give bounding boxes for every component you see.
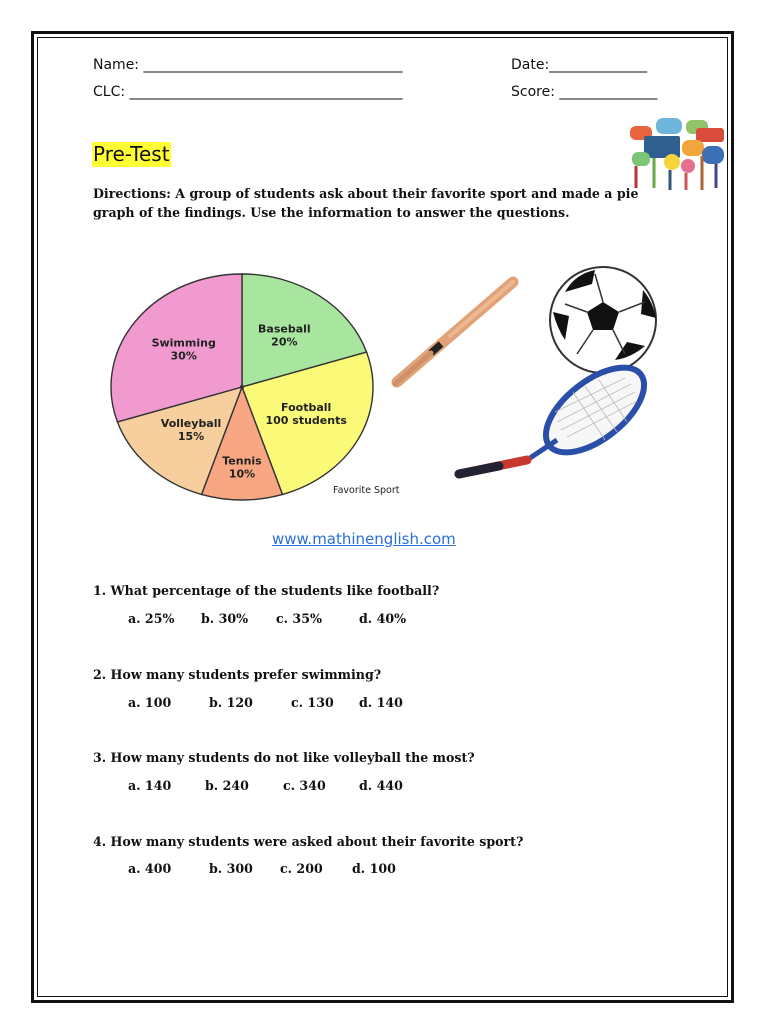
pie-label-volleyball-name: Volleyball	[160, 416, 222, 430]
soccer-ball-icon	[550, 267, 656, 373]
question-3-option-d: d. 440	[359, 778, 403, 793]
question-4-option-c: c. 200	[280, 861, 323, 876]
question-3: 3. How many students do not like volleyball the most?	[93, 750, 475, 765]
pie-label-football-name: Football	[281, 401, 332, 415]
pie-center	[240, 385, 244, 389]
question-2-option-a: a. 100	[128, 695, 172, 710]
directions-text: Directions: A group of students ask about their favorite sport and made a pie graph of the findings. Use the information to answer the questions.	[93, 186, 639, 220]
pie-label-tennis-value: 10%	[228, 467, 256, 481]
clc-field-label: CLC: _______________________________________	[93, 84, 403, 100]
question-2-option-c: c. 130	[291, 695, 334, 710]
page-title: Pre-Test	[93, 142, 170, 166]
question-1-option-d: d. 40%	[359, 611, 407, 626]
question-4-option-b: b. 300	[209, 861, 253, 876]
question-1-option-b: b. 30%	[201, 611, 249, 626]
pie-label-swimming-name: Swimming	[151, 336, 216, 350]
question-4-option-a: a. 400	[128, 861, 172, 876]
question-1-option-a: a. 25%	[128, 611, 175, 626]
question-2-option-d: d. 140	[359, 695, 403, 710]
date-field-label: Date:______________	[511, 57, 648, 73]
pie-label-volleyball-value: 15%	[177, 429, 205, 443]
pie-label-baseball-name: Baseball	[258, 322, 311, 336]
pie-label-swimming-value: 30%	[170, 349, 197, 363]
tennis-racket-icon	[459, 351, 659, 474]
name-field-label: Name: _____________________________________	[93, 57, 403, 73]
question-4: 4. How many students were asked about their favorite sport?	[93, 834, 524, 849]
baseball-bat-icon	[395, 282, 513, 384]
favorite-sport-chart	[95, 262, 665, 524]
pie-label-football-value: 100 students	[265, 414, 347, 428]
speech-bubbles-icon	[626, 116, 728, 192]
question-1: 1. What percentage of the students like football?	[93, 583, 440, 598]
question-3-option-a: a. 140	[128, 778, 172, 793]
pie-label-tennis-name: Tennis	[222, 454, 262, 468]
question-3-option-b: b. 240	[205, 778, 249, 793]
question-4-option-d: d. 100	[352, 861, 396, 876]
question-1-option-c: c. 35%	[276, 611, 322, 626]
pie-label-baseball-value: 20%	[271, 335, 298, 349]
question-3-option-c: c. 340	[283, 778, 326, 793]
score-field-label: Score: ______________	[511, 84, 658, 100]
website-link[interactable]: www.mathinenglish.com	[272, 530, 456, 548]
question-2: 2. How many students prefer swimming?	[93, 667, 382, 682]
chart-title: Favorite Sport	[333, 485, 400, 496]
question-2-option-b: b. 120	[209, 695, 253, 710]
